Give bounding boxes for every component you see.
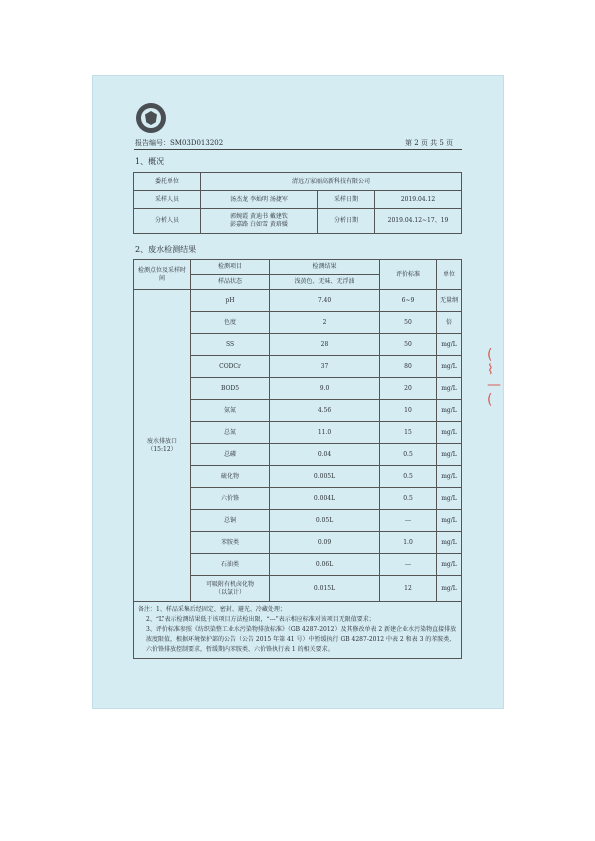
table-row-unit: mg/L <box>437 422 462 444</box>
table-row-item: SS <box>191 334 270 356</box>
sample-state-value: 浅黄色、无味、无浮油 <box>270 275 380 290</box>
table-row-standard: 0.5 <box>380 444 437 466</box>
remark-2: 2、“L”表示检测结果低于该项目方法检出限，“---”表示相应标准对该项目无限值要求； <box>146 616 375 623</box>
aox-item-line-2: （以氯计） <box>214 588 245 596</box>
remarks <box>134 602 462 659</box>
table-row-standard: 0.5 <box>380 488 437 510</box>
table-row-result: 11.0 <box>270 422 380 444</box>
table-row-item: 六价铬 <box>191 488 270 510</box>
table-row-unit: mg/L <box>437 356 462 378</box>
table-row-result: 0.015L <box>270 576 380 602</box>
table-row-result: 9.0 <box>270 378 380 400</box>
sampling-point-name: 废水排放口 <box>146 437 177 445</box>
header-divider <box>134 149 462 150</box>
table-row-standard: 12 <box>380 576 437 602</box>
analyst-label: 分析人员 <box>134 209 201 234</box>
col-unit-header: 单位 <box>437 260 462 290</box>
aox-item-line-1: 可吸附有机卤化物 <box>205 580 254 588</box>
table-row-result: 37 <box>270 356 380 378</box>
table-row-unit: mg/L <box>437 576 462 602</box>
section1-title: 1、概况 <box>135 157 165 166</box>
table-row-unit: mg/L <box>437 444 462 466</box>
table-row-item: 总铜 <box>191 510 270 532</box>
analysis-date-value: 2019.04.12~17、19 <box>375 209 462 234</box>
company-seal-logo <box>136 103 166 133</box>
table-row-standard: 20 <box>380 378 437 400</box>
sampling-date-value: 2019.04.12 <box>375 191 462 209</box>
table-row-unit: mg/L <box>437 532 462 554</box>
table-row-standard: 50 <box>380 334 437 356</box>
table-row-result: 7.40 <box>270 290 380 312</box>
table-row-standard: 0.5 <box>380 466 437 488</box>
table-row-unit: mg/L <box>437 510 462 532</box>
table-row-result: 0.04 <box>270 444 380 466</box>
sampling-point <box>134 290 191 602</box>
table-row-result: 4.56 <box>270 400 380 422</box>
table-row-item: CODCr <box>191 356 270 378</box>
table-row-standard: 10 <box>380 400 437 422</box>
table-row-unit: mg/L <box>437 334 462 356</box>
table-row-standard: --- <box>380 510 437 532</box>
table-row-unit: mg/L <box>437 488 462 510</box>
client-value: 清远万家丽高新科技有限公司 <box>201 173 462 191</box>
wastewater-results-table <box>133 259 462 659</box>
table-row-item <box>191 576 270 602</box>
report-number: 报告编号：SM03D013202 <box>135 139 224 147</box>
table-row-result: 2 <box>270 312 380 334</box>
overview-table <box>133 172 462 234</box>
table-row-item: 石油类 <box>191 554 270 576</box>
table-row-standard: 15 <box>380 422 437 444</box>
page-info: 第 2 页 共 5 页 <box>405 139 454 147</box>
table-row-unit: 无量纲 <box>437 290 462 312</box>
table-row-item: 色度 <box>191 312 270 334</box>
table-row-result: 0.004L <box>270 488 380 510</box>
table-row-item: 硫化物 <box>191 466 270 488</box>
col-point-header: 检测点位及采样时间 <box>134 260 191 290</box>
table-row-item: 总磷 <box>191 444 270 466</box>
table-row-result: 0.09 <box>270 532 380 554</box>
table-row-result: 28 <box>270 334 380 356</box>
sample-state-label: 样品状态 <box>191 275 270 290</box>
col-standard-header: 评价标准 <box>380 260 437 290</box>
remark-1: 备注：1、样品采集后经固定、密封、避光、冷藏处理； <box>138 606 286 613</box>
table-row-item: 氨氮 <box>191 400 270 422</box>
table-row-unit: mg/L <box>437 554 462 576</box>
sampling-date-label: 采样日期 <box>318 191 375 209</box>
table-row-unit: mg/L <box>437 400 462 422</box>
table-row-standard: 6~9 <box>380 290 437 312</box>
section2-title: 2、废水检测结果 <box>135 245 197 254</box>
col-result-header: 检测结果 <box>270 260 380 275</box>
table-row-item: BOD5 <box>191 378 270 400</box>
table-row-unit: mg/L <box>437 466 462 488</box>
remark-3: 3、评价标准参照《纺织染整工业水污染物排放标准》（GB 4287-2012）及其修改单表 2 新建企业水污染物直接排放浓度限值，根据环境保护部的公告（公告 2015 年第 41 号）中暂缓执行 GB 4287-2012 中表 2 和表 3 的苯胺类、六价铬排放控制要求，暂缓期内苯胺类、六价铬执行表 1 的相关要求。 <box>146 626 457 653</box>
sampling-time: （15:12） <box>147 445 177 453</box>
table-row-result: 0.06L <box>270 554 380 576</box>
table-row-unit: mg/L <box>437 378 462 400</box>
table-row-item: 总氮 <box>191 422 270 444</box>
col-item-header: 检测项目 <box>191 260 270 275</box>
table-row-item: pH <box>191 290 270 312</box>
analysis-date-label: 分析日期 <box>318 209 375 234</box>
table-row-result: 0.005L <box>270 466 380 488</box>
analyst-line-1: 郭婉霞 黄迪书 戴建钦 <box>230 213 288 220</box>
analyst-value <box>201 209 318 234</box>
red-seal-stamp: ( ⌇ — ( <box>487 347 501 408</box>
table-row-unit: 倍 <box>437 312 462 334</box>
table-row-standard: 80 <box>380 356 437 378</box>
sampler-label: 采样人员 <box>134 191 201 209</box>
table-row-standard: 1.0 <box>380 532 437 554</box>
client-label: 委托单位 <box>134 173 201 191</box>
sampler-value: 汤杰龙 李灿明 汤捷军 <box>201 191 318 209</box>
table-row-standard: 50 <box>380 312 437 334</box>
analyst-line-2: 彭嘉路 白如雪 黄珞媛 <box>230 221 288 228</box>
table-row-item: 苯胺类 <box>191 532 270 554</box>
table-row-standard: --- <box>380 554 437 576</box>
table-row-result: 0.05L <box>270 510 380 532</box>
